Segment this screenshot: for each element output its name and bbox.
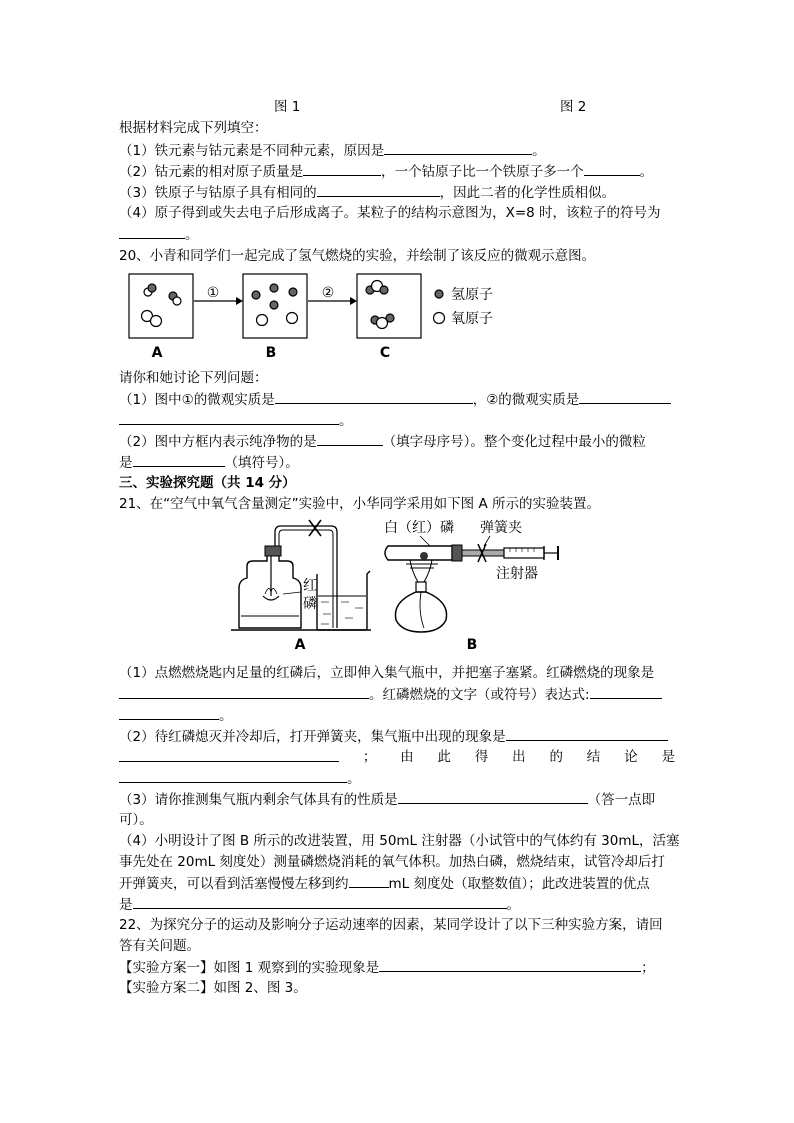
hydrogen-atom-icon — [252, 291, 260, 299]
answer-blank[interactable] — [119, 411, 339, 425]
answer-blank[interactable] — [584, 162, 640, 176]
answer-blank[interactable] — [275, 390, 473, 404]
q19-part1: （1）铁元素与钴元素是不同种元素，原因是 。 — [119, 143, 546, 159]
answer-blank[interactable] — [590, 685, 662, 699]
answer-blank[interactable] — [384, 141, 532, 155]
q22-stem-line2: 答有关问题。 — [119, 938, 200, 954]
box-label: A — [151, 345, 163, 361]
answer-blank[interactable] — [119, 225, 185, 239]
q21-part3: （3）请你推测集气瓶内剩余气体具有的性质是 （答一点即 — [119, 792, 656, 808]
answer-blank[interactable] — [579, 390, 671, 404]
q19-part4-answer: 。 — [119, 225, 199, 244]
glass-tube — [275, 526, 337, 628]
answer-blank[interactable] — [303, 162, 381, 176]
test-tube-icon — [385, 546, 452, 560]
box-a — [129, 274, 193, 338]
beaker-icon — [317, 571, 370, 630]
q20-stem: 20、小青和同学们一起完成了氢气燃烧的实验，并绘制了该反应的微观示意图。 — [119, 248, 596, 264]
alcohol-lamp-icon — [395, 592, 446, 632]
oxygen-atom-icon — [257, 315, 268, 326]
white-phosphorus-icon — [420, 552, 428, 560]
arrow-head-icon — [236, 297, 243, 305]
q22-plan2: 【实验方案二】如图 2、图 3。 — [119, 980, 307, 996]
box-label: C — [379, 345, 391, 361]
stopper-icon — [265, 546, 281, 556]
q20-prompt: 请你和她讨论下列问题： — [119, 370, 268, 386]
spring-clamp-icon — [309, 520, 321, 536]
clamp-label: 弹簧夹 — [480, 520, 522, 536]
answer-blank[interactable] — [119, 685, 369, 699]
hydrogen-atom-icon — [289, 288, 297, 296]
q21-part2-justified: ； 由 此 得 出 的 结 论 是 — [119, 748, 675, 766]
step-label: ① — [206, 285, 220, 301]
water-hatching — [321, 602, 363, 624]
q21-part1-cont: 。红磷燃烧的文字（或符号）表达式: — [119, 685, 662, 704]
red-phosphorus-label-2: 磷 — [303, 596, 317, 612]
rubber-stopper-icon — [452, 545, 462, 561]
q21-part3-cont: 可）。 — [119, 812, 153, 828]
hydrogen-molecule-icon — [144, 284, 156, 296]
hydrogen-atom-icon — [270, 284, 278, 292]
oxygen-atom-icon — [287, 313, 298, 324]
answer-blank[interactable] — [119, 769, 347, 783]
answer-blank[interactable] — [119, 748, 339, 762]
q21-part1-end: 。 — [119, 706, 233, 725]
q22-plan1: 【实验方案一】如图 1 观察到的实验现象是 ； — [119, 960, 655, 976]
q19-part4: （4）原子得到或失去电子后形成离子。某粒子的结构示意图为，X=8 时，该粒子的符号为 — [119, 205, 661, 221]
q19-part3: （3）铁原子与钴原子具有相同的 ，因此二者的化学性质相似。 — [119, 185, 616, 201]
q21-part4-line3: 开弹簧夹，可以看到活塞慢慢左移到约 mL 刻度处（取整数值）；此改进装置的优点 — [119, 876, 650, 892]
answer-blank[interactable] — [398, 790, 588, 804]
figure-2-caption: 图 2 — [560, 99, 587, 115]
answer-blank[interactable] — [133, 895, 507, 909]
q21-part1: （1）点燃燃烧匙内足量的红磷后，立即伸入集气瓶中，并把塞子塞紧。红磷燃烧的现象是 — [119, 665, 655, 681]
hydrogen-atom-icon — [270, 301, 278, 309]
flame-icon — [410, 560, 432, 582]
answer-blank[interactable] — [317, 183, 440, 197]
q20-part2: （2）图中方框内表示纯净物的是 （填字母序号）。整个变化过程中最小的微粒 — [119, 434, 646, 450]
step-label: ② — [321, 285, 335, 301]
answer-blank[interactable] — [119, 706, 219, 720]
answer-blank[interactable] — [349, 874, 389, 888]
q22-stem-line1: 22、为探究分子的运动及影响分子运动速率的因素，某同学设计了以下三种实验方案，请回 — [119, 917, 663, 933]
section-3-heading: 三、实验探究题（共 14 分） — [119, 475, 296, 491]
water-molecule-icon — [366, 281, 388, 295]
answer-blank[interactable] — [133, 453, 225, 467]
pointer-line — [484, 536, 490, 546]
figure-b-apparatus — [380, 516, 570, 656]
legend-oxygen-label: 氧原子 — [451, 311, 493, 327]
q20-reaction-diagram — [119, 268, 519, 368]
answer-blank[interactable] — [317, 432, 383, 446]
pointer-line — [420, 536, 430, 546]
answer-blank[interactable] — [379, 958, 641, 972]
q21-part4-line1: （4）小明设计了图 B 所示的改进装置，用 50mL 注射器（小试管中的气体约有 30mL，活塞 — [119, 833, 680, 849]
arrow-head-icon — [350, 297, 357, 305]
figure-1-caption: 图 1 — [274, 99, 301, 115]
q21-stem: 21、在“空气中氧气含量测定”实验中，小华同学采用如下图 A 所示的实验装置。 — [119, 496, 600, 512]
oxygen-molecule-icon — [142, 311, 162, 327]
combustion-spoon-icon — [263, 596, 279, 600]
syringe-label: 注射器 — [496, 566, 538, 582]
legend-hydrogen-label: 氢原子 — [451, 287, 493, 303]
q19-part2: （2）钴元素的相对原子质量是 ，一个钴原子比一个铁原子多一个 。 — [119, 164, 654, 180]
figure-a-apparatus — [225, 516, 375, 656]
box-label: B — [265, 345, 277, 361]
q20-part1-cont: 。 — [119, 411, 353, 430]
q21-part4-line4: 是 。 — [119, 897, 520, 913]
lamp-wick — [420, 592, 424, 628]
box-c — [357, 274, 421, 338]
figure-a-label: A — [294, 637, 306, 653]
answer-blank[interactable] — [506, 727, 668, 741]
q19-intro: 根据材料完成下列填空： — [119, 120, 268, 136]
q21-part2: （2）待红磷熄灭并冷却后，打开弹簧夹，集气瓶中出现的现象是 — [119, 727, 668, 746]
legend-hydrogen-icon — [435, 290, 443, 298]
lamp-neck — [416, 582, 426, 592]
red-phosphorus-label-1: 红 — [303, 578, 317, 594]
q21-part4-line2: 事先处在 20mL 刻度处）测量磷燃烧消耗的氧气体积。加热白磷，燃烧结束，试管冷却后打 — [119, 854, 665, 870]
q21-part2-end: 。 — [119, 769, 361, 788]
water-molecule-icon — [371, 314, 394, 329]
phosphorus-label: 白（红）磷 — [384, 520, 454, 536]
q20-part1: （1）图中①的微观实质是 ，②的微观实质是 — [119, 390, 671, 409]
hydrogen-molecule-icon — [169, 292, 181, 305]
figure-b-label: B — [466, 637, 478, 653]
pointer-line — [283, 592, 301, 594]
legend-oxygen-icon — [434, 313, 445, 324]
q20-part2-cont: 是 （填符号）。 — [119, 455, 299, 471]
